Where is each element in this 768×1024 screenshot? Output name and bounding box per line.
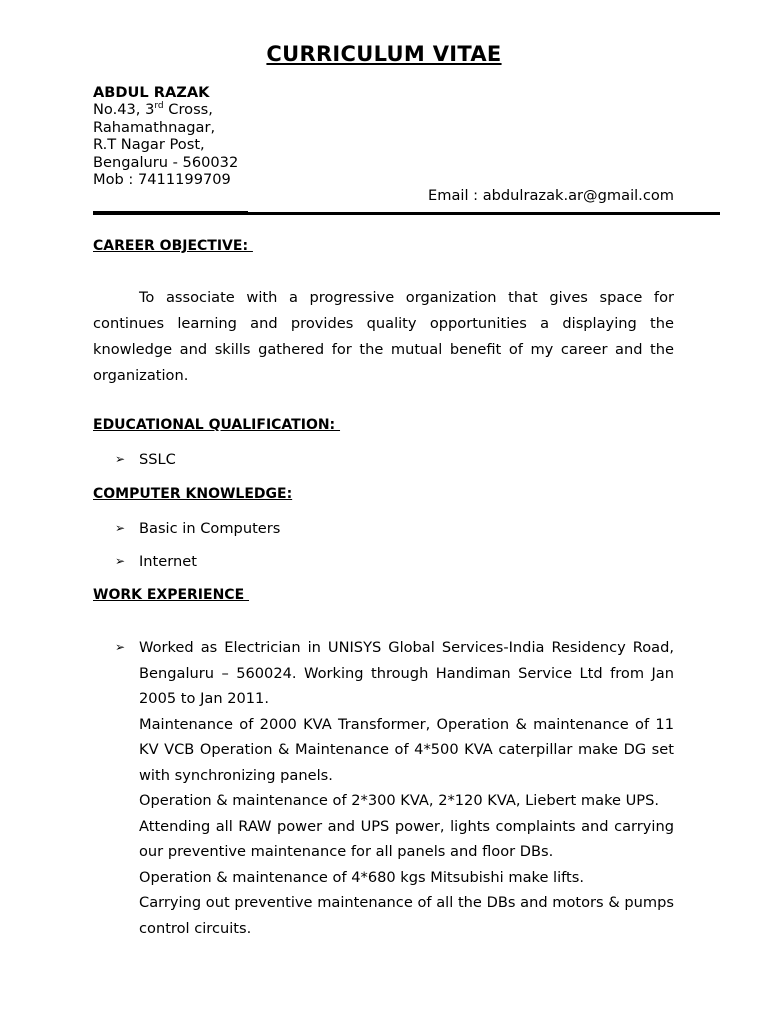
- arrowhead-bullet-icon: ➢: [115, 452, 126, 466]
- work-experience-list: [115, 635, 674, 941]
- address-line-1: [93, 101, 238, 118]
- computer-knowledge-heading: COMPUTER KNOWLEDGE:: [93, 486, 293, 502]
- address-line-1-superscript: rd: [154, 100, 164, 111]
- education-heading: EDUCATIONAL QUALIFICATION:: [93, 417, 341, 433]
- address-line-1-end: Cross,: [163, 101, 213, 119]
- education-item: SSLC: [139, 451, 176, 468]
- work-experience-paragraph: Carrying out preventive maintenance of all the DBs and motors & pumps control circuits.: [139, 894, 674, 937]
- address-line-1-start: No.43, 3: [93, 101, 155, 119]
- work-experience-paragraph: Maintenance of 2000 KVA Transformer, Operation & maintenance of 11 KV VCB Operation & Maintenance of 4*500 KVA caterpillar make DG set with synchronizing panels.: [139, 715, 674, 784]
- list-item: [115, 520, 280, 537]
- email-address: Email : abdulrazak.ar@gmail.com: [428, 187, 674, 204]
- header-divider-thick: [93, 212, 720, 215]
- arrowhead-bullet-icon: ➢: [115, 554, 126, 568]
- career-objective-text: To associate with a progressive organization that gives space for continues learning and provides quality opportunities a displaying the knowledge and skills gathered for the mutual benefit of my career and the organization.: [93, 289, 674, 384]
- career-objective-heading: CAREER OBJECTIVE:: [93, 238, 253, 254]
- work-experience-heading: WORK EXPERIENCE: [93, 587, 250, 603]
- computer-skill-item: Internet: [139, 553, 197, 570]
- address-line-4: Bengaluru - 560032: [93, 153, 239, 171]
- list-item: [115, 553, 197, 570]
- address-line-3: R.T Nagar Post,: [93, 136, 205, 154]
- address-line-2: Rahamathnagar,: [93, 118, 216, 136]
- work-experience-paragraph: Attending all RAW power and UPS power, lights complaints and carrying our preventive maintenance for all panels and floor DBs.: [139, 817, 674, 860]
- work-experience-paragraph: Operation & maintenance of 2*300 KVA, 2*120 KVA, Liebert make UPS.: [139, 792, 660, 809]
- candidate-name: ABDUL RAZAK: [93, 84, 210, 101]
- list-item: [115, 451, 176, 468]
- mobile-number: Mob : 7411199709: [93, 171, 231, 189]
- arrowhead-bullet-icon: ➢: [115, 521, 126, 535]
- contact-block: [93, 84, 238, 188]
- work-experience-paragraph: Operation & maintenance of 4*680 kgs Mitsubishi make lifts.: [139, 868, 585, 886]
- arrowhead-bullet-icon: ➢: [115, 640, 126, 654]
- work-experience-paragraph: Worked as Electrician in UNISYS Global Services-India Residency Road, Bengaluru – 560024. Working through Handiman Service Ltd from Jan 2005 to Jan 2011.: [139, 639, 674, 707]
- computer-skill-item: Basic in Computers: [139, 520, 281, 537]
- document-title: CURRICULUM VITAE: [266, 42, 502, 66]
